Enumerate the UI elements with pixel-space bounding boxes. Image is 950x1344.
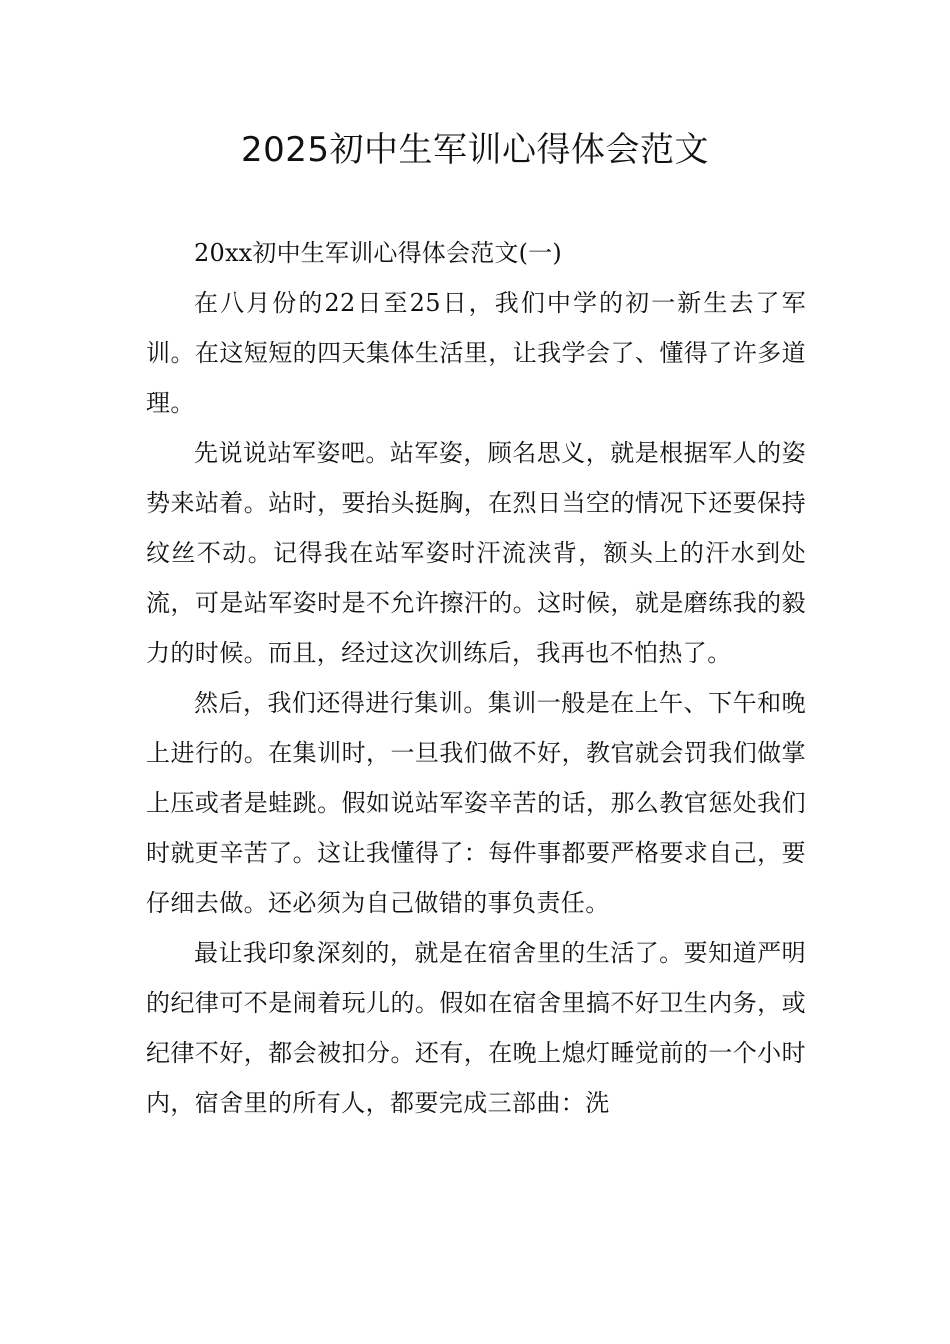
- paragraph-1: 在八月份的22日至25日，我们中学的初一新生去了军训。在这短短的四天集体生活里，让我学会了、懂得了许多道理。: [146, 289, 806, 417]
- document-body: [146, 228, 806, 1128]
- paragraph-4: 最让我印象深刻的，就是在宿舍里的生活了。要知道严明的纪律可不是闹着玩儿的。假如在宿舍里搞不好卫生内务，或纪律不好，都会被扣分。还有，在晚上熄灯睡觉前的一个小时内，宿舍里的所有人，都要完成三部曲：洗: [146, 939, 806, 1117]
- document-title: 2025初中生军训心得体会范文: [240, 130, 710, 170]
- paragraph-2: 先说说站军姿吧。站军姿，顾名思义，就是根据军人的姿势来站着。站时，要抬头挺胸，在烈日当空的情况下还要保持纹丝不动。记得我在站军姿时汗流浃背，额头上的汗水到处流，可是站军姿时是不允许擦汗的。这时候，就是磨练我的毅力的时候。而且，经过这次训练后，我再也不怕热了。: [146, 439, 806, 667]
- paragraph-3: 然后，我们还得进行集训。集训一般是在上午、下午和晚上进行的。在集训时，一旦我们做不好，教官就会罚我们做掌上压或者是蛙跳。假如说站军姿辛苦的话，那么教官惩处我们时就更辛苦了。这让我懂得了：每件事都要严格要求自己，要仔细去做。还必须为自己做错的事负责任。: [146, 689, 806, 917]
- section-subtitle: 20xx初中生军训心得体会范文(一): [194, 239, 562, 267]
